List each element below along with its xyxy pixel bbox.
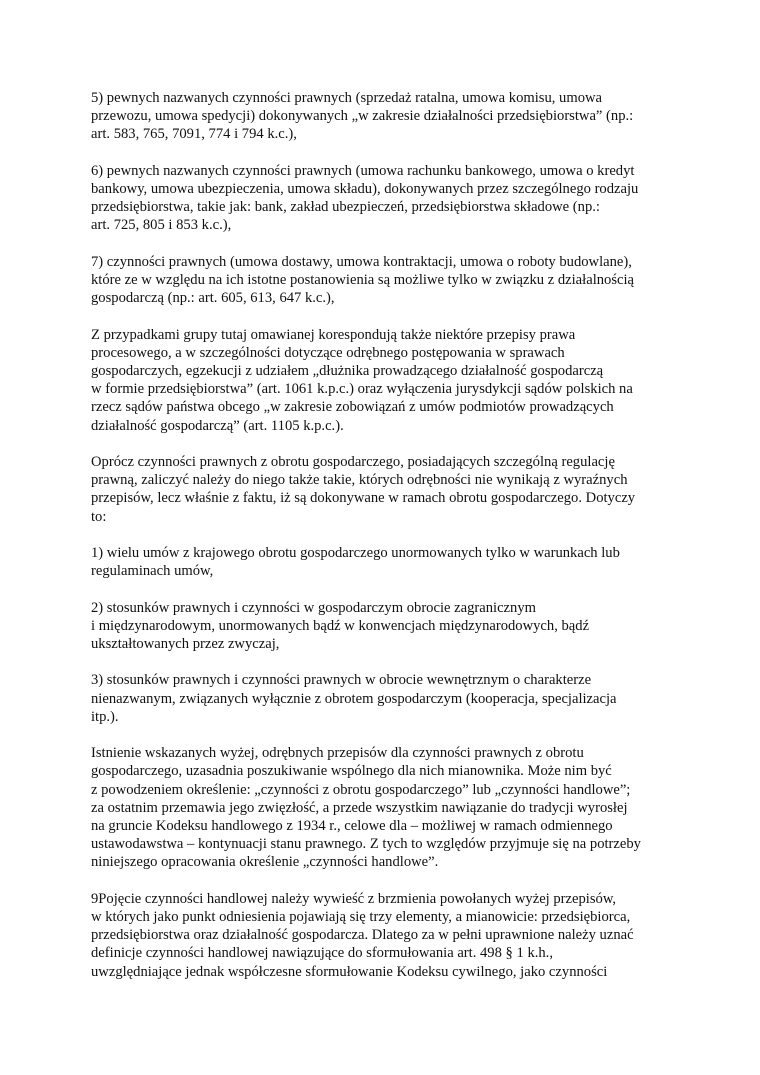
- document-body: [91, 89, 681, 999]
- paragraph-item-3: 3) stosunków prawnych i czynności prawnych w obrocie wewnętrznym o charakterze nienazwanym, związanych wyłącznie z obrotem gospodarczym (kooperacja, specjalizacja itp.).: [91, 672, 617, 725]
- paragraph-procedural-law: Z przypadkami grupy tutaj omawianej korespondują także niektóre przepisy prawa procesowego, a w szczególności dotyczące odrębnego postępowania w sprawach gospodarczych, egzekucji z udziałem „dłużnika prowadzącego działalność gospodarczą w formie przedsiębiorstwa” (art. 1061 k.p.c.) oraz wyłączenia jurysdykcji sądów polskich na rzecz sądów państwa obcego „w zakresie zobowiązań z umów podmiotów prowadzących działalność gospodarczą” (art. 1105 k.p.c.).: [91, 326, 633, 434]
- paragraph-item-5: 5) pewnych nazwanych czynności prawnych (sprzedaż ratalna, umowa komisu, umowa przewozu, umowa spedycji) dokonywanych „w zakresie działalności przedsiębiorstwa” (np.: art. 583, 765, 7091, 774 i 794 k.c.),: [91, 90, 634, 143]
- paragraph-item-6: 6) pewnych nazwanych czynności prawnych (umowa rachunku bankowego, umowa o kredyt bankowy, umowa ubezpieczenia, umowa składu), dokonywanych przez szczególnego rodzaju przedsiębiorstwa, takie jak: bank, zakład ubezpieczeń, przedsiębiorstwa składowe (np.: art. 725, 805 i 853 k.c.),: [91, 162, 639, 234]
- paragraph-item-1: 1) wielu umów z krajowego obrotu gospodarczego unormowanych tylko w warunkach lub regulaminach umów,: [91, 545, 620, 580]
- paragraph-common-denominator: Istnienie wskazanych wyżej, odrębnych przepisów dla czynności prawnych z obrotu gospodarczego, uzasadnia poszukiwanie wspólnego dla nich mianownika. Może nim być z powodzeniem określenie: „czynności z obrotu gospodarczego” lub „czynności handlowe”; za ostatnim przemawia jego zwięzłość, a przede wszystkim nawiązanie do tradycji wyrosłej na gruncie Kodeksu handlowego z 1934 r., celowe dla – możliwej w ramach odmiennego ustawodawstwa – kontynuacji stanu prawnego. Z tych to względów przyjmuje się na potrzeby niniejszego opracowania określenie „czynności handlowe”.: [91, 745, 641, 871]
- paragraph-item-7: 7) czynności prawnych (umowa dostawy, umowa kontraktacji, umowa o roboty budowlane), które ze w względu na ich istotne postanowienia są możliwe tylko w związku z działalnością gospodarczą (np.: art. 605, 613, 647 k.c.),: [91, 253, 635, 307]
- paragraph-definition: 9Pojęcie czynności handlowej należy wywieść z brzmienia powołanych wyżej przepisów, w których jako punkt odniesienia pojawiają się trzy elementy, a mianowicie: przedsiębiorca, przedsiębiorstwa oraz działalność gospodarcza. Dlatego za w pełni uprawnione należy uznać definicje czynności handlowej nawiązujące do sformułowania art. 498 § 1 k.h., uwzględniające jednak współczesne sformułowanie Kodeksu cywilnego, jako czynności: [91, 890, 634, 980]
- paragraph-other-acts: Oprócz czynności prawnych z obrotu gospodarczego, posiadających szczególną regulację prawną, zaliczyć należy do niego także takie, których odrębności nie wynikają z wyraźnych przepisów, lecz właśnie z faktu, iż są dokonywane w ramach obrotu gospodarczego. Dotyczy to:: [91, 454, 636, 525]
- paragraph-item-2: 2) stosunków prawnych i czynności w gospodarczym obrocie zagranicznym i międzynarodowym, unormowanych bądź w konwencjach międzynarodowych, bądź ukształtowanych przez zwyczaj,: [91, 599, 590, 652]
